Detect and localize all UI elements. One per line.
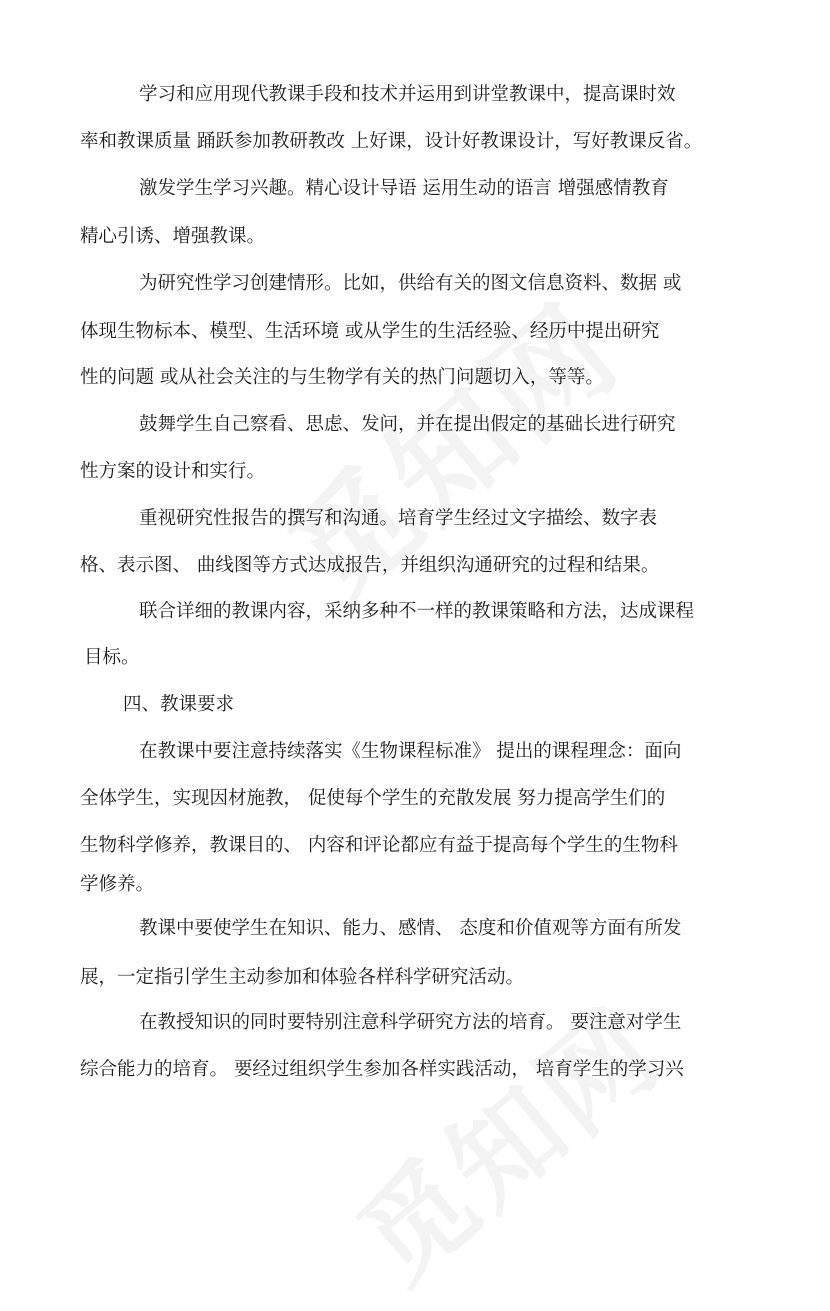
text-line: 联合详细的教课内容，采纳多种不一样的教课策略和方法，达成课程 xyxy=(139,601,695,622)
text-line: 展，一定指引学生主动参加和体验各样科学研究活动。 xyxy=(80,967,525,988)
text-line: 在教课中要注意持续落实《生物课程标准》 提出的课程理念：面向 xyxy=(139,741,682,762)
text-line: 学习和应用现代教课手段和技术并运用到讲堂教课中，提高课时效 xyxy=(139,84,676,105)
text-line: 在教授知识的同时要特别注意科学研究方法的培育。 要注意对学生 xyxy=(139,1012,682,1033)
text-line: 率和教课质量 踊跃参加教研教改 上好课，设计好教课设计，写好教课反省。 xyxy=(80,131,703,152)
text-line: 格、表示图、 曲线图等方式达成报告，并组织沟通研究的过程和结果。 xyxy=(80,555,660,576)
text-line: 生物科学修养，教课目的、 内容和评论都应有益于提高每个学生的生物科 xyxy=(80,835,678,856)
text-line: 性方案的设计和实行。 xyxy=(80,461,266,482)
text-line: 目标。 xyxy=(84,647,140,668)
text-line: 鼓舞学生自己察看、思虑、发问，并在提出假定的基础长进行研究 xyxy=(139,414,676,435)
text-line: 全体学生，实现因材施教， 促使每个学生的充散发展 努力提高学生们的 xyxy=(80,788,666,809)
text-line: 重视研究性报告的撰写和沟通。培育学生经过文字描绘、数字表 xyxy=(139,508,658,529)
text-line: 学修养。 xyxy=(80,874,155,895)
text-line: 综合能力的培育。 要经过组织学生参加各样实践活动， 培育学生的学习兴 xyxy=(80,1059,684,1080)
text-line: 教课中要使学生在知识、能力、感情、 态度和价值观等方面有所发 xyxy=(139,918,682,939)
text-line: 激发学生学习兴趣。精心设计导语 运用生动的语言 增强感情教育 xyxy=(139,178,669,199)
text-line: 为研究性学习创建情形。比如，供给有关的图文信息资料、数据 或 xyxy=(139,273,682,294)
text-line: 性的问题 或从社会关注的与生物学有关的热门问题切入，等等。 xyxy=(80,367,604,388)
text-line: 精心引诱、增强教课。 xyxy=(80,226,266,247)
text-line: 体现生物标本、模型、生活环境 或从学生的生活经验、经历中提出研究 xyxy=(80,321,660,342)
section-heading: 四、教课要求 xyxy=(123,694,235,715)
